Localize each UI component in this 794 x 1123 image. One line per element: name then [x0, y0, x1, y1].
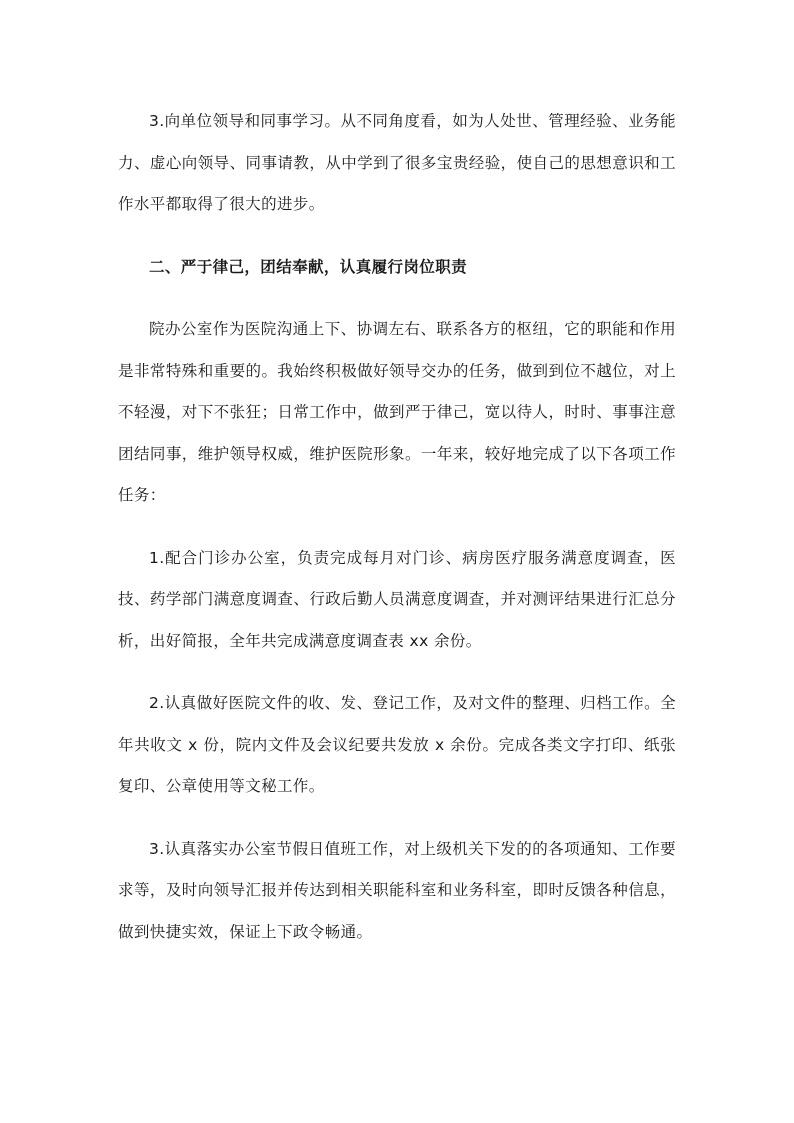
paragraph-learn-from-leaders: 3.向单位领导和同事学习。从不同角度看，如为人处世、管理经验、业务能力、虚心向领导、同事请教，从中学到了很多宝贵经验，使自己的思想意识和工作水平都取得了很大的进步。 [118, 112, 676, 213]
paragraph-spacer [118, 808, 676, 829]
paragraph-spacer [118, 226, 676, 247]
document-body [118, 101, 676, 953]
paragraph-document-handling: 2.认真做好医院文件的收、发、登记工作，及对文件的整理、归档工作。全年共收文 x 份，院内文件及会议纪要共发放 x 余份。完成各类文字打印、纸张复印、公章使用等文秘工作。 [118, 694, 676, 795]
paragraph-satisfaction-survey: 1.配合门诊办公室，负责完成每月对门诊、病房医疗服务满意度调查，医技、药学部门满意度调查、行政后勤人员满意度调查，并对测评结果进行汇总分析，出好简报，全年共完成满意度调查表 xx 余份。 [118, 548, 676, 650]
paragraph-holiday-duty: 3.认真落实办公室节假日值班工作，对上级机关下发的的各项通知、工作要求等，及时向领导汇报并传达到相关职能科室和业务科室，即时反馈各种信息，做到快捷实效，保证上下政令畅通。 [118, 839, 676, 941]
section-heading-2: 二、严于律己，团结奉献，认真履行岗位职责 [149, 257, 468, 276]
paragraph-spacer [118, 662, 676, 683]
paragraph-office-role: 院办公室作为医院沟通上下、协调左右、联系各方的枢纽，它的职能和作用是非常特殊和重要的。我始终积极做好领导交办的任务，做到到位不越位，对上不轻漫，对下不张狂；日常工作中，做到严于律己，宽以待人，时时、事事注意团结同事，维护领导权威，维护医院形象。一年来，较好地完成了以下各项工作任务： [118, 320, 676, 504]
paragraph-spacer [118, 288, 676, 309]
paragraph-spacer [118, 517, 676, 538]
